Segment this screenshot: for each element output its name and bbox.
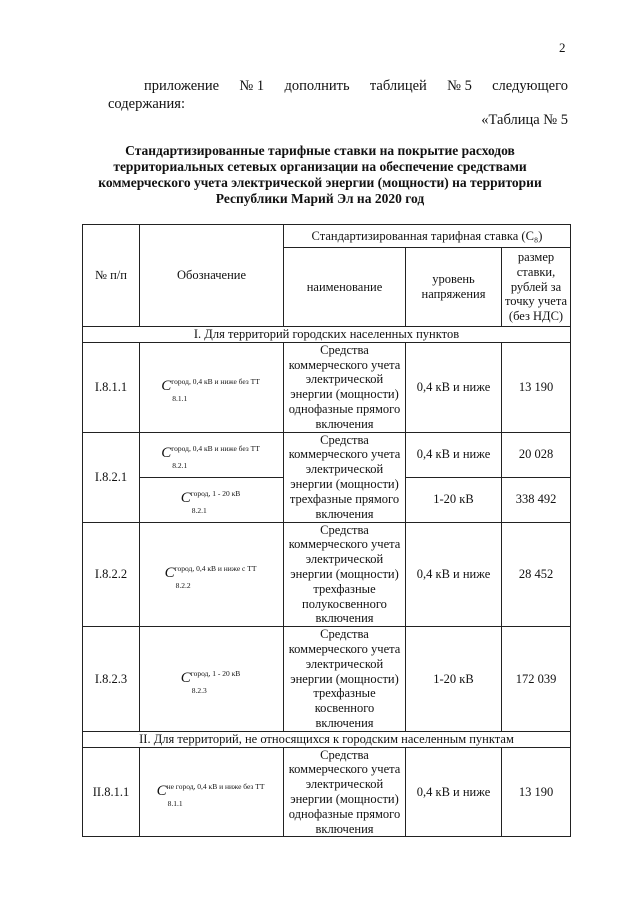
- symbol-superscript: город, 0,4 кВ и ниже без ТТ: [171, 376, 260, 386]
- symbol-base: C: [161, 445, 172, 462]
- section-rural: II. Для территорий, не относящихся к городским населенным пунктам: [83, 731, 571, 747]
- row-num: I.8.1.1: [83, 342, 140, 432]
- symbol-superscript: город, 0,4 кВ и ниже без ТТ: [171, 444, 260, 454]
- symbol-superscript: город, 0,4 кВ и ниже с ТТ: [174, 563, 257, 573]
- intro-word: дополнить: [284, 78, 350, 94]
- row-voltage: 0,4 кВ и ниже: [406, 432, 502, 477]
- intro-word: таблицей: [369, 78, 427, 94]
- row-description: Средства коммерческого учета электрической энергии (мощности) трехфазные прямого включения: [284, 432, 406, 522]
- document-title: [80, 143, 560, 207]
- row-description: Средства коммерческого учета электрической энергии (мощности) трехфазные полукосвенного включения: [284, 522, 406, 627]
- table-row: [83, 432, 571, 477]
- symbol-base: C: [164, 564, 175, 581]
- symbol-subscript: 8.2.1: [172, 461, 188, 471]
- row-rate: 172 039: [502, 627, 571, 732]
- header-designation: Обозначение: [140, 225, 284, 327]
- header-rate: размер ставки, рублей за точку учета (без НДС): [502, 248, 571, 327]
- row-voltage: 0,4 кВ и ниже: [406, 342, 502, 432]
- section-urban: I. Для территорий городских населенных пунктов: [83, 326, 571, 342]
- row-rate: 13 190: [502, 747, 571, 837]
- symbol-superscript: город, 1 - 20 кВ: [190, 668, 241, 678]
- table-reference: «Таблица № 5: [481, 112, 568, 128]
- title-line: коммерческого учета электрической энергии (мощности) на территории: [98, 175, 542, 190]
- symbol-subscript: 8.1.1: [167, 798, 183, 808]
- section-row: [83, 326, 571, 342]
- row-voltage: 0,4 кВ и ниже: [406, 522, 502, 627]
- section-row: [83, 731, 571, 747]
- intro-word: № 1: [239, 78, 265, 94]
- header-voltage: уровень напряжения: [406, 248, 502, 327]
- row-description: Средства коммерческого учета электрической энергии (мощности) однофазные прямого включения: [284, 342, 406, 432]
- title-line: Республики Марий Эл на 2020 год: [215, 191, 425, 206]
- intro-word: следующего: [492, 78, 568, 94]
- intro-word: № 5: [447, 78, 472, 94]
- symbol-base: C: [180, 669, 191, 686]
- symbol-base: C: [180, 490, 191, 507]
- header-row: [83, 225, 571, 248]
- header-name: наименование: [284, 248, 406, 327]
- row-description: Средства коммерческого учета электрической энергии (мощности) однофазные прямого включения: [284, 747, 406, 837]
- symbol-base: C: [161, 377, 172, 394]
- symbol-subscript: 8.1.1: [172, 393, 188, 403]
- designation-symbol: [140, 432, 284, 477]
- table-row: [83, 747, 571, 837]
- intro-paragraph: [108, 77, 568, 113]
- row-rate: 20 028: [502, 432, 571, 477]
- row-num: I.8.2.3: [83, 627, 140, 732]
- table-row: [83, 522, 571, 627]
- row-voltage: 0,4 кВ и ниже: [406, 747, 502, 837]
- symbol-superscript: не город, 0,4 кВ и ниже без ТТ: [166, 781, 265, 791]
- row-rate: 338 492: [502, 477, 571, 522]
- designation-symbol: [140, 627, 284, 732]
- symbol-subscript: 8.2.2: [175, 580, 191, 590]
- row-voltage: 1-20 кВ: [406, 477, 502, 522]
- designation-symbol: [140, 522, 284, 627]
- row-description: Средства коммерческого учета электрической энергии (мощности) трехфазные косвенного включения: [284, 627, 406, 732]
- row-rate: 13 190: [502, 342, 571, 432]
- tariff-table: [82, 224, 571, 837]
- title-line: территориальных сетевых организации на обеспечение средствами: [113, 159, 527, 174]
- row-voltage: 1-20 кВ: [406, 627, 502, 732]
- designation-symbol: [140, 477, 284, 522]
- symbol-superscript: город, 1 - 20 кВ: [190, 489, 241, 499]
- row-num: II.8.1.1: [83, 747, 140, 837]
- symbol-subscript: 8.2.1: [191, 506, 207, 516]
- intro-word: приложение: [144, 78, 220, 94]
- row-rate: 28 452: [502, 522, 571, 627]
- table-row: [83, 342, 571, 432]
- header-num: № п/п: [83, 225, 140, 327]
- designation-symbol: [140, 342, 284, 432]
- symbol-subscript: 8.2.3: [191, 685, 207, 695]
- page-number: 2: [559, 40, 566, 55]
- table-row: [83, 627, 571, 732]
- designation-symbol: [140, 747, 284, 837]
- header-rate-group: Стандартизированная тарифная ставка (С₈): [284, 225, 571, 248]
- symbol-base: C: [156, 782, 167, 799]
- row-num: I.8.2.2: [83, 522, 140, 627]
- intro-line-2: содержания:: [108, 96, 186, 112]
- intro-line-1: [112, 77, 568, 95]
- title-line: Стандартизированные тарифные ставки на покрытие расходов: [125, 143, 515, 158]
- row-num: I.8.2.1: [83, 432, 140, 522]
